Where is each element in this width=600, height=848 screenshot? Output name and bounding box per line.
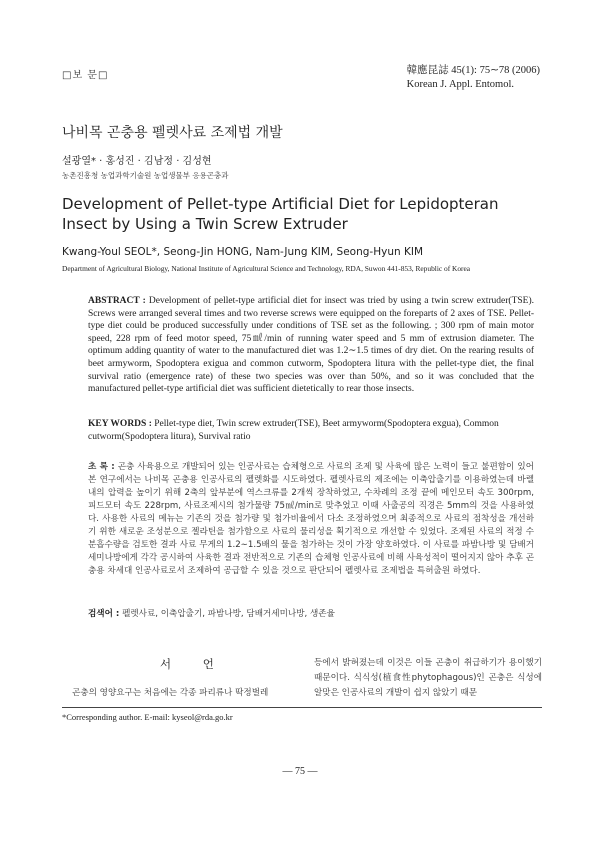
abstract-label: ABSTRACT : [88,296,146,306]
keywords-korean-label: 검색어 : [88,609,120,619]
footnote-divider [62,707,542,708]
affiliation-english: Department of Agricultural Biology, National Institute of Agricultural Science and Technology, RDA, Suwon 441-853, Republic of Korea [62,264,471,273]
page-number: — 75 — [282,766,318,777]
abstract-korean-text: 곤충 사육용으로 개발되어 있는 인공사료는 습체형으로 사료의 조제 및 사육에 많은 노력이 들고 불편함이 있어 본 연구에서는 나비목 곤충용 인공사료의 펠렛화를 시도하였다. 펠렛사료의 제조에는 이축압출기를 이용하였는데 바렐 내의 압력을 높이기 위해 2축의 앞부분에 역스크류를 2개씩 장착하였고, 수차례의 조정 끝에 메인모터 속도 300rpm, 피드모터 속도 228rpm, 사료조제시의 첨가물량 75㎖/min로 맞추었고 이때 사출공의 직경은 5mm의 것을 사용하였다. 사용한 사료의 메뉴는 기존의 것을 첨가량 및 첨가비율에서 다소 조정하였으며 최종적으로 사료의 점착성을 개선하기 위한 새로운 조성분으로 젤라틴을 첨가함으로 사료의 물리성을 획기적으로 개선할 수 있었다. 조제된 사료의 적정 수분흡수량을 검토한 결과 사료 무게의 1.2∼1.5배의 물을 첨가하는 것이 가장 양호하였다. 이 사료를 파밤나방 및 담배거세미나방에게 각각 공시하여 사육한 결과 전반적으로 기존의 습체형 인공사료에 비해 사육성적이 떨어지지 않아 추후 곤충용 차세대 인공사료로서 조제하여 공급할 수 있을 것으로 판단되어 펠렛사료 조제법을 특허출원 하였다. [88,462,535,576]
authors-korean: 설광열* · 홍성진 · 김남정 · 김성현 [62,156,212,167]
citation: 45(1): 75∼78 (2006) [451,65,540,76]
abstract-text: Development of pellet-type artificial diet for insect was tried by using a twin screw extruder(TSE). Screws were arranged several times and two reverse screws were equipped on the foreparts of 2 axes of TSE. Pellet-type diet could be produced successfully under conditions of TSE set as the following. ; 300 rpm of main motor speed, 228 rpm of feed motor speed, 75㎖/min of running water speed and 5 mm of extrusion diameter. The optimum adding quantity of water to the manufactured diet was 1.2∼1.5 times of dry diet. On the rearing results of beet armyworm, Spodoptera exigua and common cutworm, Spodoptera litura with the pellet-type diet, the final survival ratio (emergence rate) of these two species was over than 50%, and so it was concluded that the manufactured pellet-type artificial diet was sufficient dietetically to rear those insects. [88,296,535,395]
section-label: □보 문□ [62,70,109,81]
footnote: *Corresponding author. E-mail: kyseol@rda.go.kr [62,712,233,722]
abstract-english [88,295,534,396]
title-english: Development of Pellet-type Artificial Diet for Lepidopteran Insect by Using a Twin Screw Extruder [62,195,499,233]
affiliation-korean: 농촌진흥청 농업과학기술원 농업생물부 응용곤충과 [62,171,229,180]
journal-name-en: Korean J. Appl. Entomol. [406,79,514,90]
journal-name-ko: 韓應昆誌 [406,65,449,76]
intro-right-column: 등에서 밝혀졌는데 이것은 이들 곤충이 취급하기가 용이했기 때문이다. 식식성(植食性phytophagous)인 곤충은 식성에 알맞은 인공사료의 개발이 쉽지 않았기 때문 [314,658,542,698]
keywords-label: KEY WORDS : [88,419,152,429]
title-korean: 나비목 곤충용 펠렛사료 조제법 개발 [62,125,283,141]
abstract-korean-label: 초 록 : [88,462,115,472]
abstract-korean [88,461,534,578]
keywords-text: Pellet-type diet, Twin screw extruder(TSE), Beet armyworm(Spodoptera exgua), Common cutworm(Spodoptera litura), Survival ratio [88,419,499,442]
keywords-korean-text: 펠렛사료, 이축압출기, 파밤나방, 담배거세미나방, 생존율 [122,609,335,619]
keywords-korean [88,607,534,619]
journal-header [407,64,540,92]
keywords-english [88,418,534,444]
introduction-heading: 서 언 [160,657,228,671]
authors-english: Kwang-Youl SEOL*, Seong-Jin HONG, Nam-Jung KIM, Seong-Hyun KIM [62,246,424,258]
intro-left-column: 곤충의 영양요구는 처음에는 각종 파리류나 딱정벌레 [72,688,269,698]
